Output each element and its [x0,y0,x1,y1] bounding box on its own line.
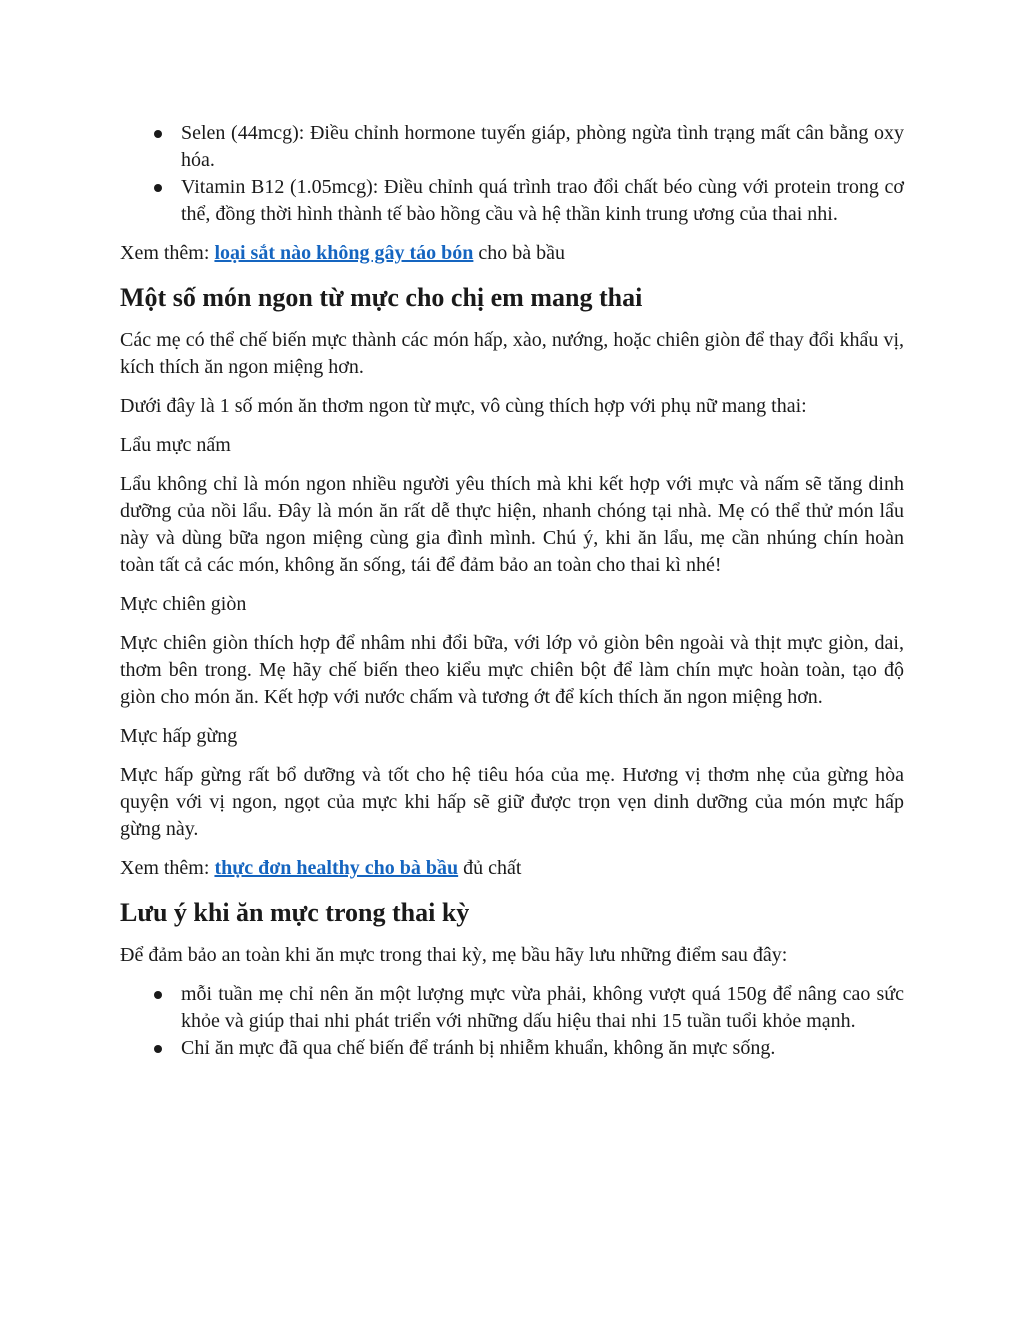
see-more-prefix: Xem thêm: [120,857,215,879]
list-item [120,120,904,174]
see-more-line [120,855,904,882]
nutrient-bullet-list [120,120,904,228]
paragraph: Lẩu không chỉ là món ngon nhiều người yêu thích mà khi kết hợp với mực và nấm sẽ tăng dinh dưỡng của nồi lẩu. Đây là món ăn rất dễ thực hiện, nhanh chóng tại nhà. Mẹ có thể thử món lẩu này và dùng bữa ngon miệng cùng gia đình mình. Chú ý, khi ăn lẩu, mẹ cần nhúng chín hoàn toàn tất cả các món, không ăn sống, tái để đảm bảo an toàn cho thai kì nhé! [120,473,904,576]
see-more-prefix: Xem thêm: [120,242,215,264]
list-item [120,1035,904,1062]
paragraph: Để đảm bảo an toàn khi ăn mực trong thai kỳ, mẹ bầu hãy lưu những điểm sau đây: [120,944,788,966]
bullet-icon [154,184,162,192]
iron-supplement-link[interactable]: loại sắt nào không gây táo bón [214,242,474,264]
healthy-menu-link[interactable]: thực đơn healthy cho bà bầu [214,857,459,879]
dish-title: Mực hấp gừng [120,725,238,747]
see-more-suffix: cho bà bầu [473,242,566,264]
bullet-text: Selen (44mcg): Điều chỉnh hormone tuyến giáp, phòng ngừa tình trạng mất cân bằng oxy hóa. [181,122,904,171]
paragraph: Mực hấp gừng rất bổ dưỡng và tốt cho hệ tiêu hóa của mẹ. Hương vị thơm nhẹ của gừng hòa quyện với vị ngon, ngọt của mực khi hấp sẽ giữ được trọn vẹn dinh dưỡng của món mực hấp gừng này. [120,764,904,840]
dish-title: Mực chiên giòn [120,593,247,615]
dish-title: Lẩu mực nấm [120,434,231,456]
see-more-line [120,240,904,267]
section-heading: Lưu ý khi ăn mực trong thai kỳ [120,898,470,927]
tips-bullet-list [120,981,904,1062]
paragraph: Các mẹ có thể chế biến mực thành các món hấp, xào, nướng, hoặc chiên giòn để thay đổi khẩu vị, kích thích ăn ngon miệng hơn. [120,329,904,378]
bullet-icon [154,1045,162,1053]
bullet-icon [154,991,162,999]
bullet-icon [154,130,162,138]
section-heading: Một số món ngon từ mực cho chị em mang thai [120,283,643,312]
list-item [120,174,904,228]
bullet-text: Vitamin B12 (1.05mcg): Điều chỉnh quá trình trao đổi chất béo cùng với protein trong cơ thể, đồng thời hình thành tế bào hồng cầu và hệ thần kinh trung ương của thai nhi. [181,176,904,225]
paragraph: Mực chiên giòn thích hợp để nhâm nhi đổi bữa, với lớp vỏ giòn bên ngoài và thịt mực giòn, dai, thơm bên trong. Mẹ hãy chế biến theo kiểu mực chiên bột để làm chín mực hoàn toàn, tạo độ giòn cho món ăn. Kết hợp với nước chấm và tương ớt để kích thích ăn ngon miệng hơn. [120,632,904,708]
list-item [120,981,904,1035]
see-more-suffix: đủ chất [458,857,522,879]
paragraph: Dưới đây là 1 số món ăn thơm ngon từ mực, vô cùng thích hợp với phụ nữ mang thai: [120,395,807,417]
bullet-text: Chỉ ăn mực đã qua chế biến để tránh bị nhiễm khuẩn, không ăn mực sống. [181,1037,776,1059]
bullet-text: mỗi tuần mẹ chỉ nên ăn một lượng mực vừa phải, không vượt quá 150g để nâng cao sức khỏe và giúp thai nhi phát triển với những dấu hiệu thai nhi 15 tuần tuổi khỏe mạnh. [181,983,904,1032]
